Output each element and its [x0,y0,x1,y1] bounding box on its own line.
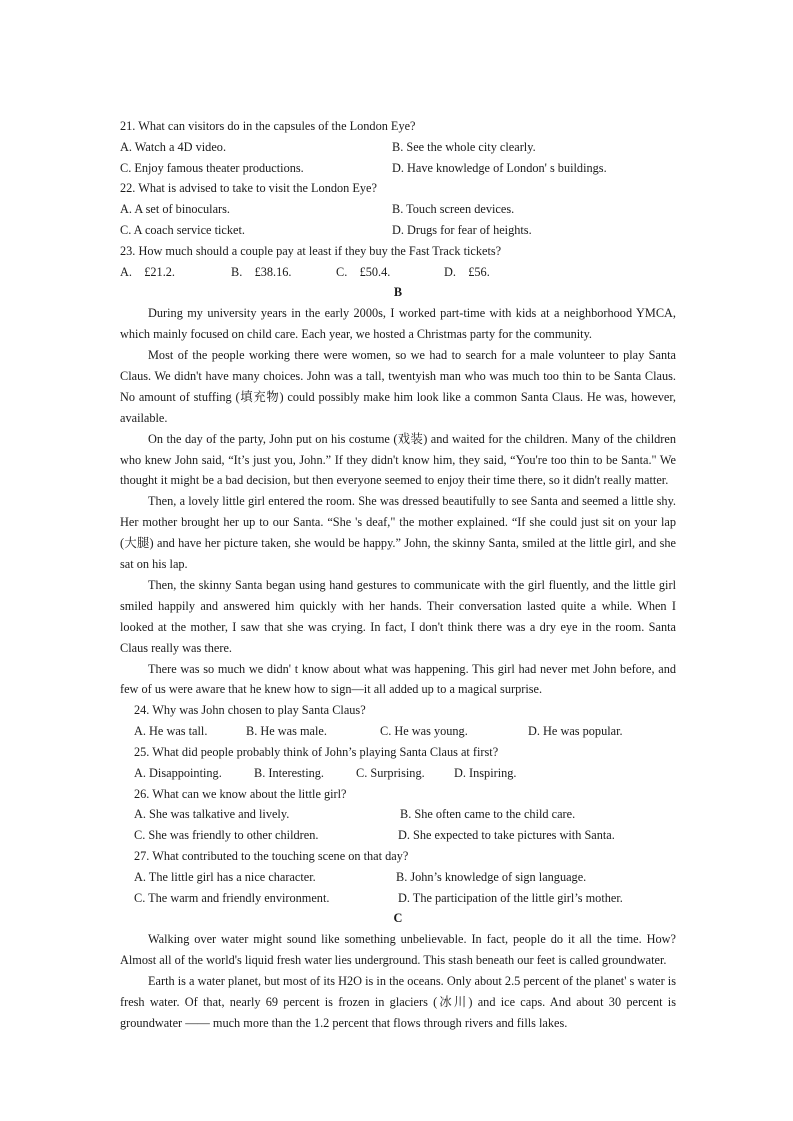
question-21-row-1 [120,137,676,158]
option-21-a: A. Watch a 4D video. [120,139,227,154]
exam-page [120,116,676,1034]
question-22-row-2 [120,220,676,241]
question-27-stem: 27. What contributed to the touching scene on that day? [134,848,409,863]
section-b-paragraph-1: During my university years in the early 2000s, I worked part-time with kids at a neighborhood YMCA, which mainly focused on child care. Each year, we hosted a Christmas party for the community. [120,306,676,342]
option-24-c: C. He was young. [380,724,468,739]
option-26-d: D. She expected to take pictures with Santa. [398,828,615,843]
option-23-c: C. £50.4. [336,264,391,279]
option-27-b: B. John’s knowledge of sign language. [396,869,587,884]
question-25-options [120,763,676,784]
section-b-heading: B [393,285,403,300]
option-23-a: A. £21.2. [120,264,175,279]
option-23-b: B. £38.16. [231,264,292,279]
section-b-paragraph-2: Most of the people working there were women, so we had to search for a male volunteer to play Santa Claus. We didn't have many choices. John was a tall, twentyish man who was much too thin to be Santa Claus. No amount of stuffing (填充物) could possibly make him look like a common Santa Claus. He was, however, available. [120,347,676,425]
question-26-row-1 [120,804,676,825]
option-22-b: B. Touch screen devices. [392,202,515,217]
option-27-c: C. The warm and friendly environment. [134,890,330,905]
question-22-row-1 [120,199,676,220]
section-b-paragraph-5: Then, the skinny Santa began using hand gestures to communicate with the girl fluently, and the little girl smiled happily and answered him quickly with her hands. Their conversation lasted quite a while. When I looked at the mother, I saw that she was crying. In fact, I don't think there was a dry eye in the room. Santa Claus really was there. [120,577,676,655]
section-c-heading: C [393,911,403,926]
option-21-b: B. See the whole city clearly. [392,139,536,154]
option-21-d: D. Have knowledge of London' s buildings. [392,160,607,175]
option-25-b: B. Interesting. [254,765,325,780]
section-b-paragraph-4: Then, a lovely little girl entered the room. She was dressed beautifully to see Santa and seemed a little shy. Her mother brought her up to our Santa. “She 's deaf," the mother explained. “If she could just sit on your lap (大腿) and have her picture taken, she would be happy.” John, the skinny Santa, smiled at the little girl, and she sat on his lap. [120,494,676,572]
question-23-stem: 23. How much should a couple pay at least if they buy the Fast Track tickets? [120,243,502,258]
section-c-passage [120,929,676,1034]
section-c-paragraph-1: Walking over water might sound like something unbelievable. In fact, people do it all the time. How? Almost all of the world's liquid fresh water lies underground. This stash beneath our feet is called groundwater. [120,932,676,968]
question-27-row-2 [120,888,676,909]
question-27-row-1 [120,867,676,888]
question-21-row-2 [120,158,676,179]
option-26-a: A. She was talkative and lively. [134,807,290,822]
option-26-c: C. She was friendly to other children. [134,828,319,843]
question-26-stem: 26. What can we know about the little girl? [134,786,347,801]
section-b-passage [120,303,676,700]
option-24-b: B. He was male. [246,724,327,739]
option-24-a: A. He was tall. [134,724,208,739]
question-24-stem: 24. Why was John chosen to play Santa Claus? [134,703,366,718]
option-26-b: B. She often came to the child care. [400,807,576,822]
option-21-c: C. Enjoy famous theater productions. [120,160,304,175]
question-24-options [120,721,676,742]
option-25-a: A. Disappointing. [134,765,222,780]
option-22-a: A. A set of binoculars. [120,202,230,217]
option-25-d: D. Inspiring. [454,765,517,780]
section-c-paragraph-2: Earth is a water planet, but most of its H2O is in the oceans. Only about 2.5 percent of the planet' s water is fresh water. Of that, nearly 69 percent is frozen in glaciers (冰川) and ice caps. And about 30 percent is groundwater —— much more than the 1.2 percent that flows through rivers and fills lakes. [120,973,676,1030]
option-22-d: D. Drugs for fear of heights. [392,222,532,237]
option-24-d: D. He was popular. [528,724,623,739]
question-21-stem: 21. What can visitors do in the capsules of the London Eye? [120,119,416,133]
section-b-paragraph-3: On the day of the party, John put on his costume (戏装) and waited for the children. Many of the children who knew John said, “It’s just you, John.” If they didn't know him, they said, “You're too thin to be Santa." We thought it might be a bad decision, but then everyone seemed to enjoy their time there, so it didn't really matter. [120,431,676,488]
option-22-c: C. A coach service ticket. [120,222,245,237]
question-26-row-2 [120,825,676,846]
question-22-stem: 22. What is advised to take to visit the London Eye? [120,181,377,196]
option-23-d: D. £56. [444,264,490,279]
question-25-stem: 25. What did people probably think of John’s playing Santa Claus at first? [134,744,499,759]
option-27-d: D. The participation of the little girl’s mother. [398,890,623,905]
question-23-options [120,262,676,283]
section-b-paragraph-6: There was so much we didn' t know about what was happening. This girl had never met John before, and few of us were aware that he knew how to sign—it all added up to a magical surprise. [120,661,676,697]
option-27-a: A. The little girl has a nice character. [134,869,316,884]
option-25-c: C. Surprising. [356,765,425,780]
